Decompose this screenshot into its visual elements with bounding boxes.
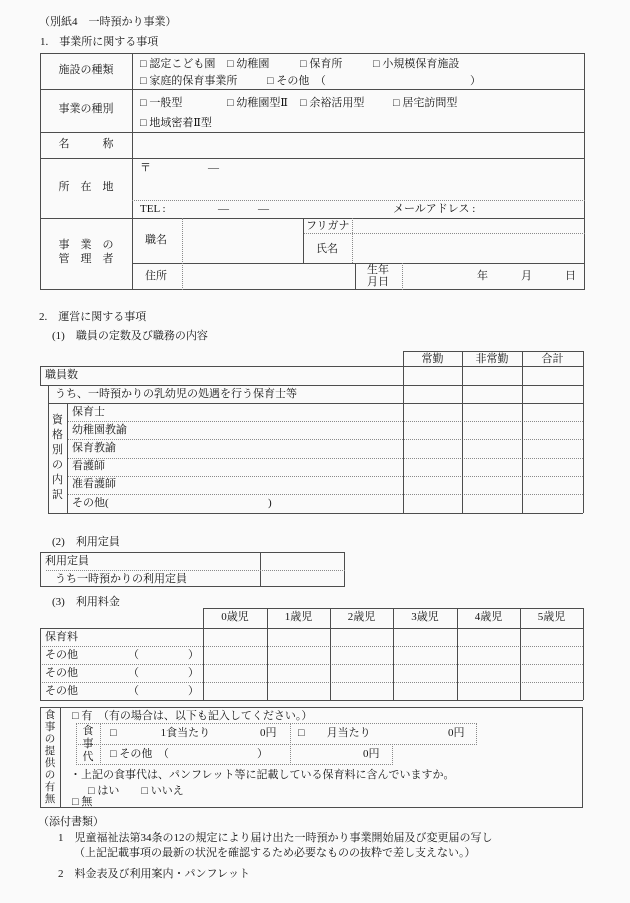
fees-row-other-close: ）	[188, 649, 199, 661]
tel-dash-1: ―	[218, 203, 229, 215]
fees-row-divider	[40, 646, 583, 647]
manager-address-label: 住所	[145, 270, 167, 282]
row-label-manager-1: 事 業 の	[58, 239, 114, 251]
staff-table-border	[40, 366, 583, 367]
staff-row-kindergarten-teacher: 幼稚園教諭	[72, 424, 127, 436]
staff-row-assistant-nurse: 准看護師	[72, 478, 116, 490]
fees-row-childcare-fee: 保育料	[45, 631, 78, 643]
checkbox-per-meal: □ 1食当たり	[110, 727, 211, 739]
section1-heading: 1. 事業所に関する事項	[40, 36, 159, 48]
checkbox-meal-no: □ 無	[72, 796, 93, 808]
checkbox-community-type2: □ 地域密着Ⅱ型	[140, 117, 212, 129]
col-header-fulltime: 常勤	[421, 353, 444, 365]
col-header-age3: 3歳児	[411, 611, 439, 623]
staff-row-divider	[67, 421, 583, 422]
capacity-row-label: 利用定員	[45, 555, 89, 567]
birth-label-divider	[402, 263, 403, 290]
capacity-row-divider	[46, 570, 345, 571]
fees-row-other-label: その他	[45, 667, 78, 679]
year-month-day-text: 年 月 日	[477, 270, 576, 282]
checkbox-general-type: □ 一般型	[140, 97, 183, 109]
office-table-row-divider	[40, 89, 585, 90]
row-label-address: 所 在 地	[58, 181, 114, 193]
capacity-sub-row-label: うち一時預かりの利用定員	[55, 573, 187, 585]
birthdate-label-2: 月日	[367, 276, 389, 288]
section2-2-heading: (2) 利用定員	[52, 536, 120, 548]
fees-row-other-close: ）	[188, 685, 199, 697]
page-title: （別紙4 一時預かり事業）	[39, 16, 177, 28]
row-label-name: 名 称	[58, 138, 114, 150]
meal-fee-label: 食事代	[82, 724, 94, 763]
checkbox-nursery: □ 保育所	[300, 58, 343, 70]
fees-row-other-open: （	[128, 667, 139, 679]
staff-col-divider	[403, 351, 404, 513]
row-label-business-type: 事業の種別	[58, 103, 114, 115]
checkbox-meal-other: □ その他 （	[110, 748, 169, 760]
postal-mark: 〒	[140, 162, 151, 174]
checkbox-kindergarten: □ 幼稚園	[227, 58, 270, 70]
birthdate-label-1: 生年	[367, 264, 389, 276]
job-name-divider	[303, 218, 304, 263]
fees-row-divider	[40, 682, 583, 683]
staff-row-other-close: )	[268, 497, 272, 509]
col-header-age2: 2歳児	[347, 611, 376, 623]
fees-row-other-label: その他	[45, 685, 78, 697]
attachment-item-2: 2 料金表及び利用案内・パンフレット	[58, 868, 250, 880]
qualification-group-label: 資格別の内訳	[52, 414, 63, 501]
meal-fee-cell-divider	[290, 723, 291, 765]
staff-table-border	[403, 351, 583, 352]
row-label-manager-2: 管 理 者	[58, 253, 114, 265]
staff-table-border	[48, 513, 583, 514]
checkbox-facility-other: □ その他 （	[267, 75, 326, 87]
qualification-group-label-wrap	[48, 403, 67, 513]
staff-table-border	[40, 385, 583, 386]
checkbox-home-based: □ 家庭的保育事業所	[140, 75, 238, 87]
checkbox-surplus-type: □ 余裕活用型	[300, 97, 365, 109]
per-meal-value: 0円	[260, 727, 277, 739]
job-addr-label-divider	[182, 218, 183, 290]
fees-row-other-open: （	[128, 649, 139, 661]
checkbox-per-month: □ 月当たり	[298, 727, 371, 739]
attachments-heading: （添付書類）	[38, 816, 104, 828]
staff-group-label-divider	[67, 403, 68, 513]
fees-table-border	[40, 628, 583, 629]
per-month-value: 0円	[448, 727, 465, 739]
postal-dash: ―	[208, 162, 219, 174]
checkbox-small-scale: □ 小規模保育施設	[373, 58, 460, 70]
fees-table-border	[40, 628, 41, 700]
staff-row-divider	[67, 476, 583, 477]
col-header-age0: 0歳児	[221, 611, 249, 623]
manager-row-divider	[132, 263, 585, 264]
fees-row-other-label: その他	[45, 649, 78, 661]
fees-row-other-close: ）	[188, 667, 199, 679]
facility-other-close-paren: ）	[470, 75, 481, 87]
staff-row-sub-label: うち、一時預かりの乳幼児の処遇を行う保育士等	[55, 388, 297, 400]
meal-fee-label-wrap	[76, 723, 100, 765]
attachment-item-1: 1 児童福祉法第34条の12の規定により届け出た一時預かり事業開始届及び変更届の写し	[58, 832, 493, 844]
mail-label: メールアドレス :	[393, 203, 476, 215]
fees-col-divider	[583, 608, 584, 700]
furigana-label-divider	[352, 218, 353, 263]
office-table-row-divider	[40, 132, 585, 133]
fees-table-border	[40, 700, 583, 701]
office-table-row-divider	[40, 218, 585, 219]
tel-dash-2: ―	[258, 203, 269, 215]
col-header-age5: 5歳児	[537, 611, 566, 623]
furigana-label: フリガナ	[306, 220, 350, 232]
staff-row-divider	[67, 458, 583, 459]
furigana-name-divider	[303, 233, 585, 234]
staff-row-divider	[67, 494, 583, 495]
staff-table-border	[40, 366, 41, 385]
staff-col-divider	[583, 351, 584, 513]
fees-row-other-open: （	[128, 685, 139, 697]
addr-birth-divider	[355, 263, 356, 290]
meal-other-close-paren: ）	[257, 748, 268, 760]
fees-row-divider	[40, 664, 583, 665]
office-table-row-divider	[40, 158, 585, 159]
staff-row-nurse: 看護師	[72, 460, 105, 472]
col-header-age4: 4歳児	[474, 611, 503, 623]
address-tel-divider	[132, 200, 585, 201]
checkbox-certified-center: □ 認定こども園	[140, 58, 216, 70]
staff-row-hoikushi: 保育士	[72, 406, 105, 418]
attachment-item-1-note: （上記記載事項の最新の状況を確認するため必要なものの抜粋で差し支えない。）	[74, 847, 476, 859]
staff-col-divider	[522, 351, 523, 513]
staff-row-other-open: その他(	[72, 497, 109, 509]
name-label: 氏名	[316, 243, 338, 255]
checkbox-home-visit-type: □ 居宅訪問型	[393, 97, 458, 109]
meal-side-label-wrap	[40, 707, 60, 808]
col-header-age1: 1歳児	[284, 611, 313, 623]
checkbox-meal-yes: □ 有 （有の場合は、以下も記入してください。）	[72, 710, 313, 722]
col-header-total: 合計	[541, 353, 564, 365]
staff-row-divider	[67, 439, 583, 440]
checkbox-kindergarten-type2: □ 幼稚園型Ⅱ	[227, 97, 288, 109]
col-header-parttime: 非常勤	[475, 353, 509, 365]
meal-other-value: 0円	[363, 748, 380, 760]
meal-question-text: ・上記の食事代は、パンフレット等に記載している保育料に含んでいますか。	[70, 769, 455, 781]
staff-row-childcare-teacher: 保育教諭	[72, 442, 116, 454]
meal-label-divider	[60, 707, 61, 808]
staff-row-total-label: 職員数	[45, 369, 78, 381]
section2-heading: 2. 運営に関する事項	[39, 311, 147, 323]
job-title-label: 職名	[145, 234, 167, 246]
section2-1-heading: (1) 職員の定数及び職務の内容	[52, 330, 208, 342]
staff-table-border	[48, 403, 583, 404]
meal-side-label: 食事の提供の有無	[44, 709, 56, 805]
row-label-facility-type: 施設の種類	[58, 64, 114, 76]
staff-col-divider	[462, 351, 463, 513]
checkbox-yes-no: □ はい □ いいえ	[88, 785, 184, 797]
section2-3-heading: (3) 利用料金	[52, 596, 120, 608]
meal-fee-label-divider	[100, 723, 101, 765]
tel-label: TEL :	[140, 203, 166, 215]
